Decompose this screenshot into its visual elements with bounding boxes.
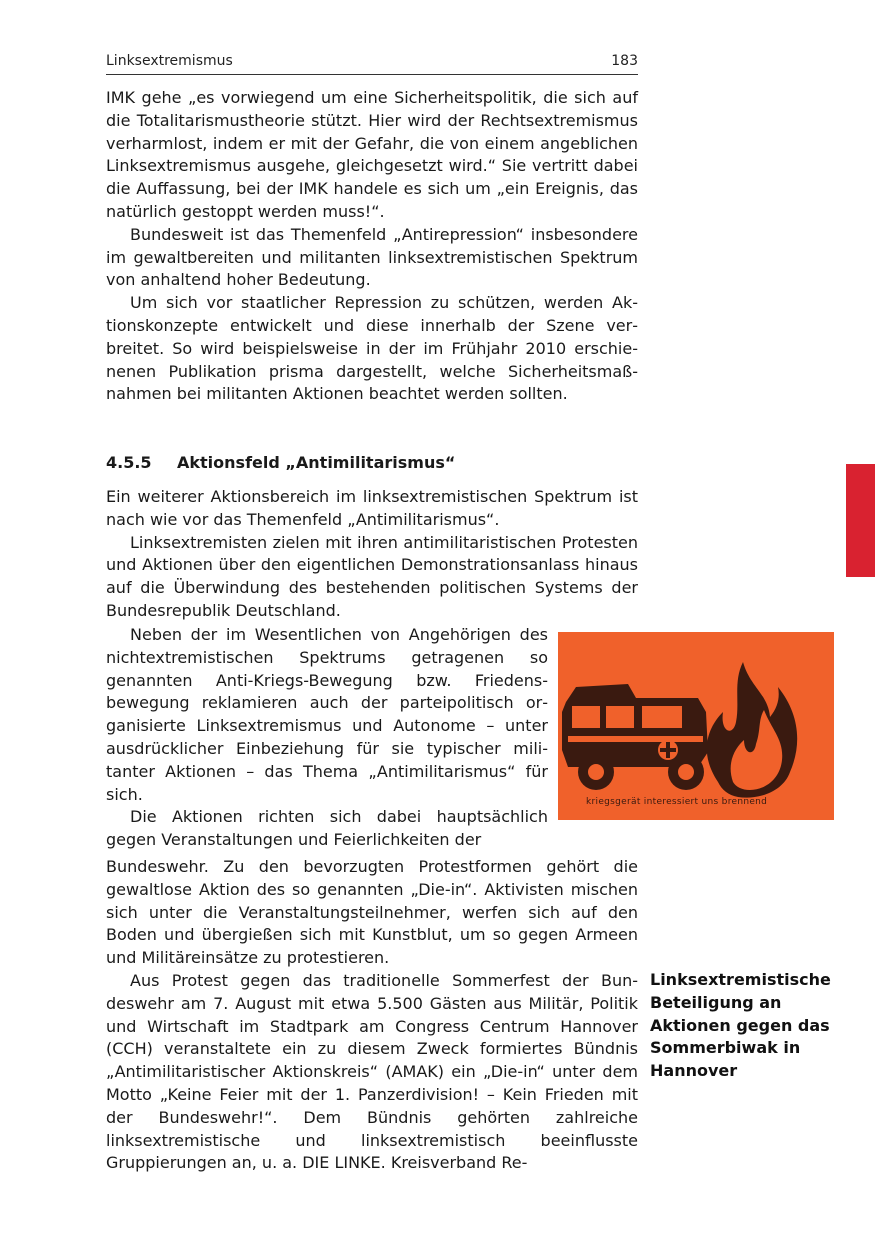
- paragraph: Ein weiterer Aktionsbereich im linksextremistischen Spektrum ist nach wie vor das Themenfeld „Antimilitarismus“.: [106, 487, 638, 529]
- chapter-tab-marker: [846, 464, 875, 577]
- section-number: 4.5.5: [106, 453, 152, 472]
- paragraph: Um sich vor staatlicher Repression zu schützen, werden Aktionskonzepte entwickelt und diese innerhalb der Szene verbreitet. So wird beispielsweise in der im Frühjahr 2010 erschienenen Publikation prisma dargestellt, welche Sicherheitsmaßnahmen bei militanten Aktionen beachtet werden sollten.: [106, 293, 638, 404]
- paragraph: Die Aktionen richten sich dabei hauptsächlich gegen Veranstaltungen und Feierlichkeiten der: [106, 807, 548, 850]
- page-number: 183: [611, 53, 638, 69]
- burning-vehicle-illustration: [558, 632, 834, 820]
- running-header: [106, 52, 638, 75]
- marginal-note: Linksextremistische Beteiligung an Aktionen gegen das Sommerbiwak in Hannover: [650, 970, 831, 1081]
- section-title: Aktionsfeld „Antimilitarismus“: [177, 453, 456, 472]
- sticker-image: [558, 632, 834, 820]
- header-title: Linksextremismus: [106, 53, 233, 69]
- paragraph: Aus Protest gegen das traditionelle Sommerfest der Bundeswehr am 7. August mit etwa 5.500 Gästen aus Militär, Politik und Wirtschaft im Stadtpark am Congress Centrum Hannover (CCH) veranstaltete ein zu diesem Zweck formiertes Bündnis „Antimilitaristischer Aktionskreis“ (AMAK) ein „Die-in“ unter dem Motto „Keine Feier mit der 1. Panzerdivision! – Kein Frieden mit der Bundeswehr!“. Dem Bündnis gehörten zahlreiche linksextremistische und linksextremistisch beeinflusste Gruppierungen an, u. a. DIE LINKE. Kreisverband Re-: [106, 970, 638, 1173]
- paragraph: IMK gehe „es vorwiegend um eine Sicherheitspolitik, die sich auf die Totalitarismustheorie stützt. Hier wird der Rechtsextremismus verharmlost, indem er mit der Gefahr, die von einem angeblichen Linksextremismus ausgehe, gleichgesetzt wird.“ Sie vertritt dabei die Auffassung, bei der IMK handele es sich um „ein Ereignis, das natürlich gestoppt werden muss!“.: [106, 88, 638, 221]
- body-text-mid: [106, 486, 638, 623]
- paragraph: Bundesweit ist das Themenfeld „Antirepression“ insbesondere im gewaltbereiten und militanten linksextremistischen Spektrum von anhaltend hoher Bedeutung.: [106, 224, 638, 290]
- paragraph: Linksextremisten zielen mit ihren antimilitaristischen Protesten und Aktionen über den eigentlichen Demonstrationsanlass hinaus auf die Überwindung des bestehenden politischen Systems der Bundesrepublik Deutschland.: [106, 532, 638, 620]
- paragraph: Neben der im Wesentlichen von Angehörigen des nichtextremistischen Spektrums getragenen so genannten Anti-Kriegs-Bewegung bzw. Friedensbewegung reklamieren auch der parteipolitisch organisierte Linksextremismus und Autonome – unter ausdrücklicher Einbeziehung für sie typischer militanter Aktionen – das Thema „Antimilitarismus“ für sich.: [106, 625, 548, 804]
- paragraph: Bundeswehr. Zu den bevorzugten Protestformen gehört die gewaltlose Aktion des so genannten „Die-in“. Aktivisten mischen sich unter die Veranstaltungsteilnehmer, werfen sich auf den Boden und übergießen sich mit Kunstblut, um so gegen Armeen und Militäreinsätze zu protestieren.: [106, 857, 638, 968]
- sticker-slogan: kriegsgerät interessiert uns brennend: [586, 797, 768, 807]
- body-text-bottom: [106, 856, 638, 1175]
- body-text-top: [106, 87, 638, 406]
- body-text-wrapped: [106, 624, 548, 852]
